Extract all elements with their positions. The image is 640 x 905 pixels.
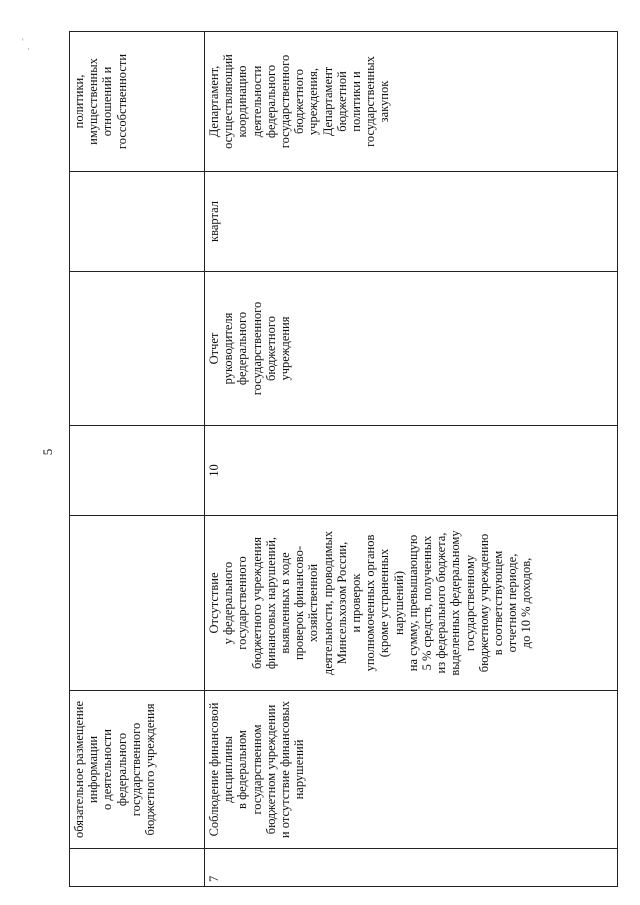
responsible-cell: Департамент, осуществляющий координацию деятельности федерального государственного бюджетного учреждения, Департамент бюджетной политики и государственных закупок <box>205 32 618 172</box>
criterion-cell: Отсутствие у федерального государственного бюджетного учреждения финансовых нарушений, выявленных в ходе проверок финансово- хозяйственной деятельности, проводимых Минсельхозом России, и проверок уполномоченных органов (кроме устраненных нарушений) на сумму, превышающую 5 % средств, полученных из федерального бюджета, выделенных федеральному государственному бюджетному учреждению в соответствующем отчетном периоде, до 10 % доходов, <box>205 516 618 691</box>
table-row <box>70 32 205 887</box>
source-cell: Отчет руководителя федерального государственного бюджетного учреждения <box>205 272 618 426</box>
indicator-cell: обязательное размещение информации о деятельности федерального государственного бюджетного учреждения <box>70 691 205 849</box>
scan-mark-top: ' <box>22 37 24 47</box>
table-row <box>205 32 618 887</box>
criterion-cell <box>70 516 205 691</box>
responsible-cell: политики, имущественных отношений и госсобственности <box>70 32 205 172</box>
score-cell <box>70 426 205 516</box>
period-cell: квартал <box>205 172 618 272</box>
criteria-table <box>69 31 618 887</box>
page-number: 5 <box>40 448 55 456</box>
score-cell: 10 <box>205 426 618 516</box>
rotated-table-container <box>69 32 618 887</box>
scan-mark-side: · <box>27 44 30 54</box>
row-number-cell: 7 <box>205 849 618 887</box>
source-cell <box>70 272 205 426</box>
period-cell <box>70 172 205 272</box>
indicator-cell: Соблюдение финансовой дисциплины в федеральном государственном бюджетном учреждении и отсутствие финансовых нарушений <box>205 691 618 849</box>
row-number-cell <box>70 849 205 887</box>
